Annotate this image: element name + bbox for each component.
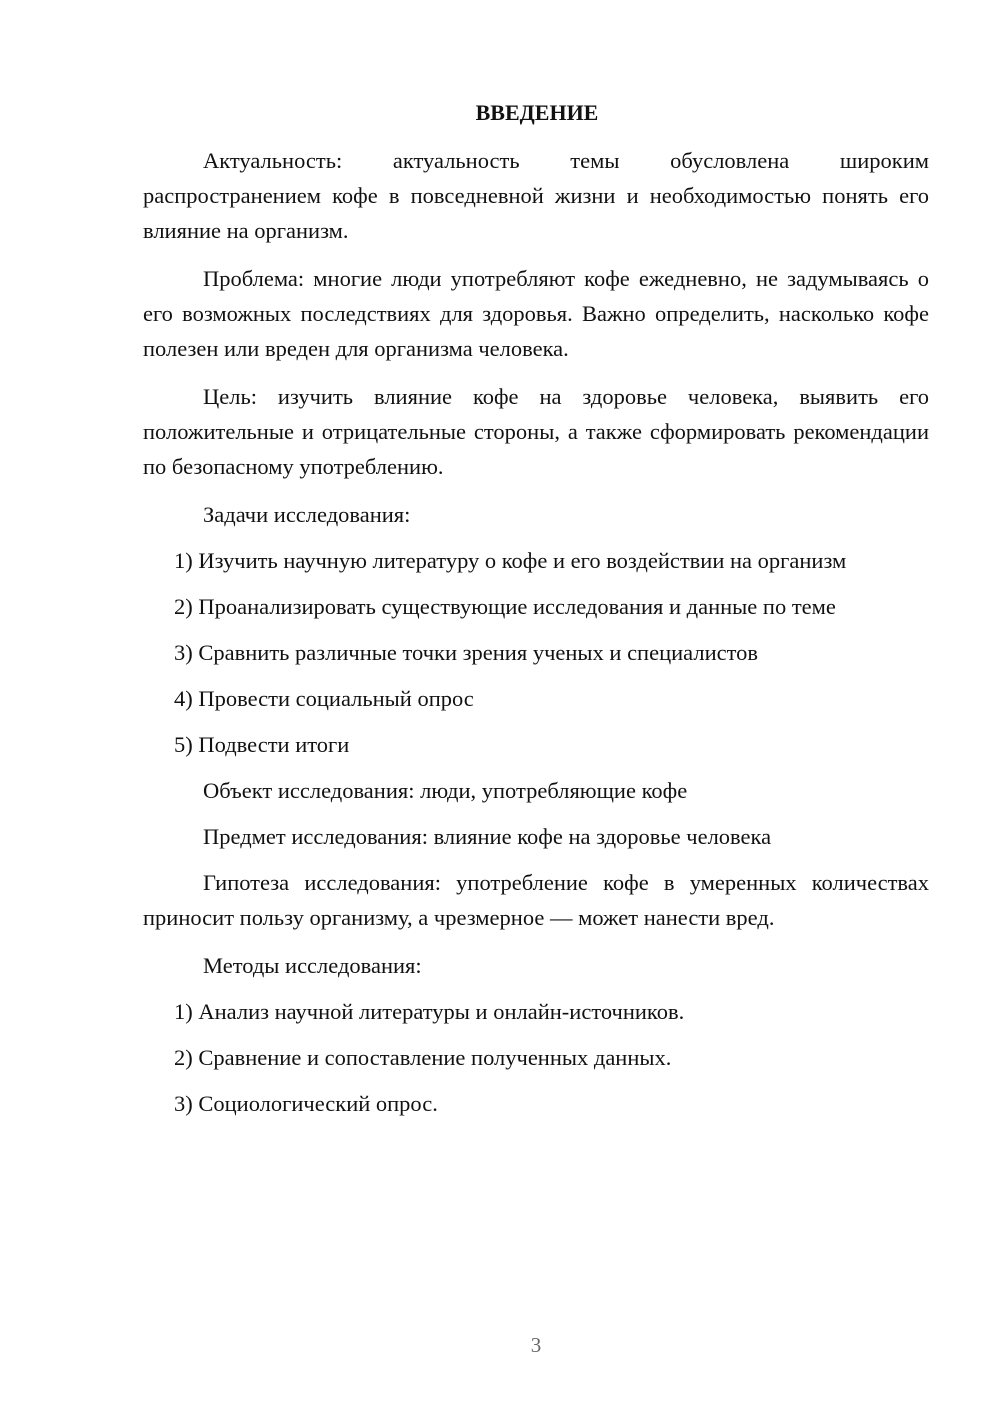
tasks-label: Задачи исследования: [203,502,411,527]
hypothesis-paragraph: Гипотеза исследования: употребление кофе в умеренных количествах приносит пользу организму, а чрезмерное — может нанести вред. [143,870,929,930]
task-item: 3) Сравнить различные точки зрения ученых и специалистов [174,640,759,665]
task-item: 2) Проанализировать существующие исследования и данные по теме [174,594,836,619]
methods-label: Методы исследования: [203,953,422,978]
problem-paragraph: Проблема: многие люди употребляют кофе ежедневно, не задумываясь о его возможных последствиях для здоровья. Важно определить, насколько кофе полезен или вреден для организма человека. [143,266,929,361]
methods-list [143,994,929,1121]
tasks-list [143,543,929,762]
relevance-paragraph: Актуальность: актуальность темы обусловлена широким распространением кофе в повседневной жизни и необходимостью понять его влияние на организм. [143,148,929,243]
page-number: 3 [530,1333,542,1357]
goal-paragraph: Цель: изучить влияние кофе на здоровье человека, выявить его положительные и отрицательные стороны, а также сформировать рекомендации по безопасному употреблению. [143,384,929,479]
object-statement: Объект исследования: люди, употребляющие кофе [203,778,688,803]
section-heading: ВВЕДЕНИЕ [475,100,599,125]
method-item: 3) Социологический опрос. [174,1091,438,1116]
task-item: 1) Изучить научную литературу о кофе и его воздействии на организм [174,548,847,573]
task-item: 5) Подвести итоги [174,732,350,757]
method-item: 2) Сравнение и сопоставление полученных данных. [174,1045,672,1070]
method-item: 1) Анализ научной литературы и онлайн-источников. [174,999,685,1024]
page-body [143,95,929,1132]
subject-statement: Предмет исследования: влияние кофе на здоровье человека [203,824,772,849]
task-item: 4) Провести социальный опрос [174,686,474,711]
